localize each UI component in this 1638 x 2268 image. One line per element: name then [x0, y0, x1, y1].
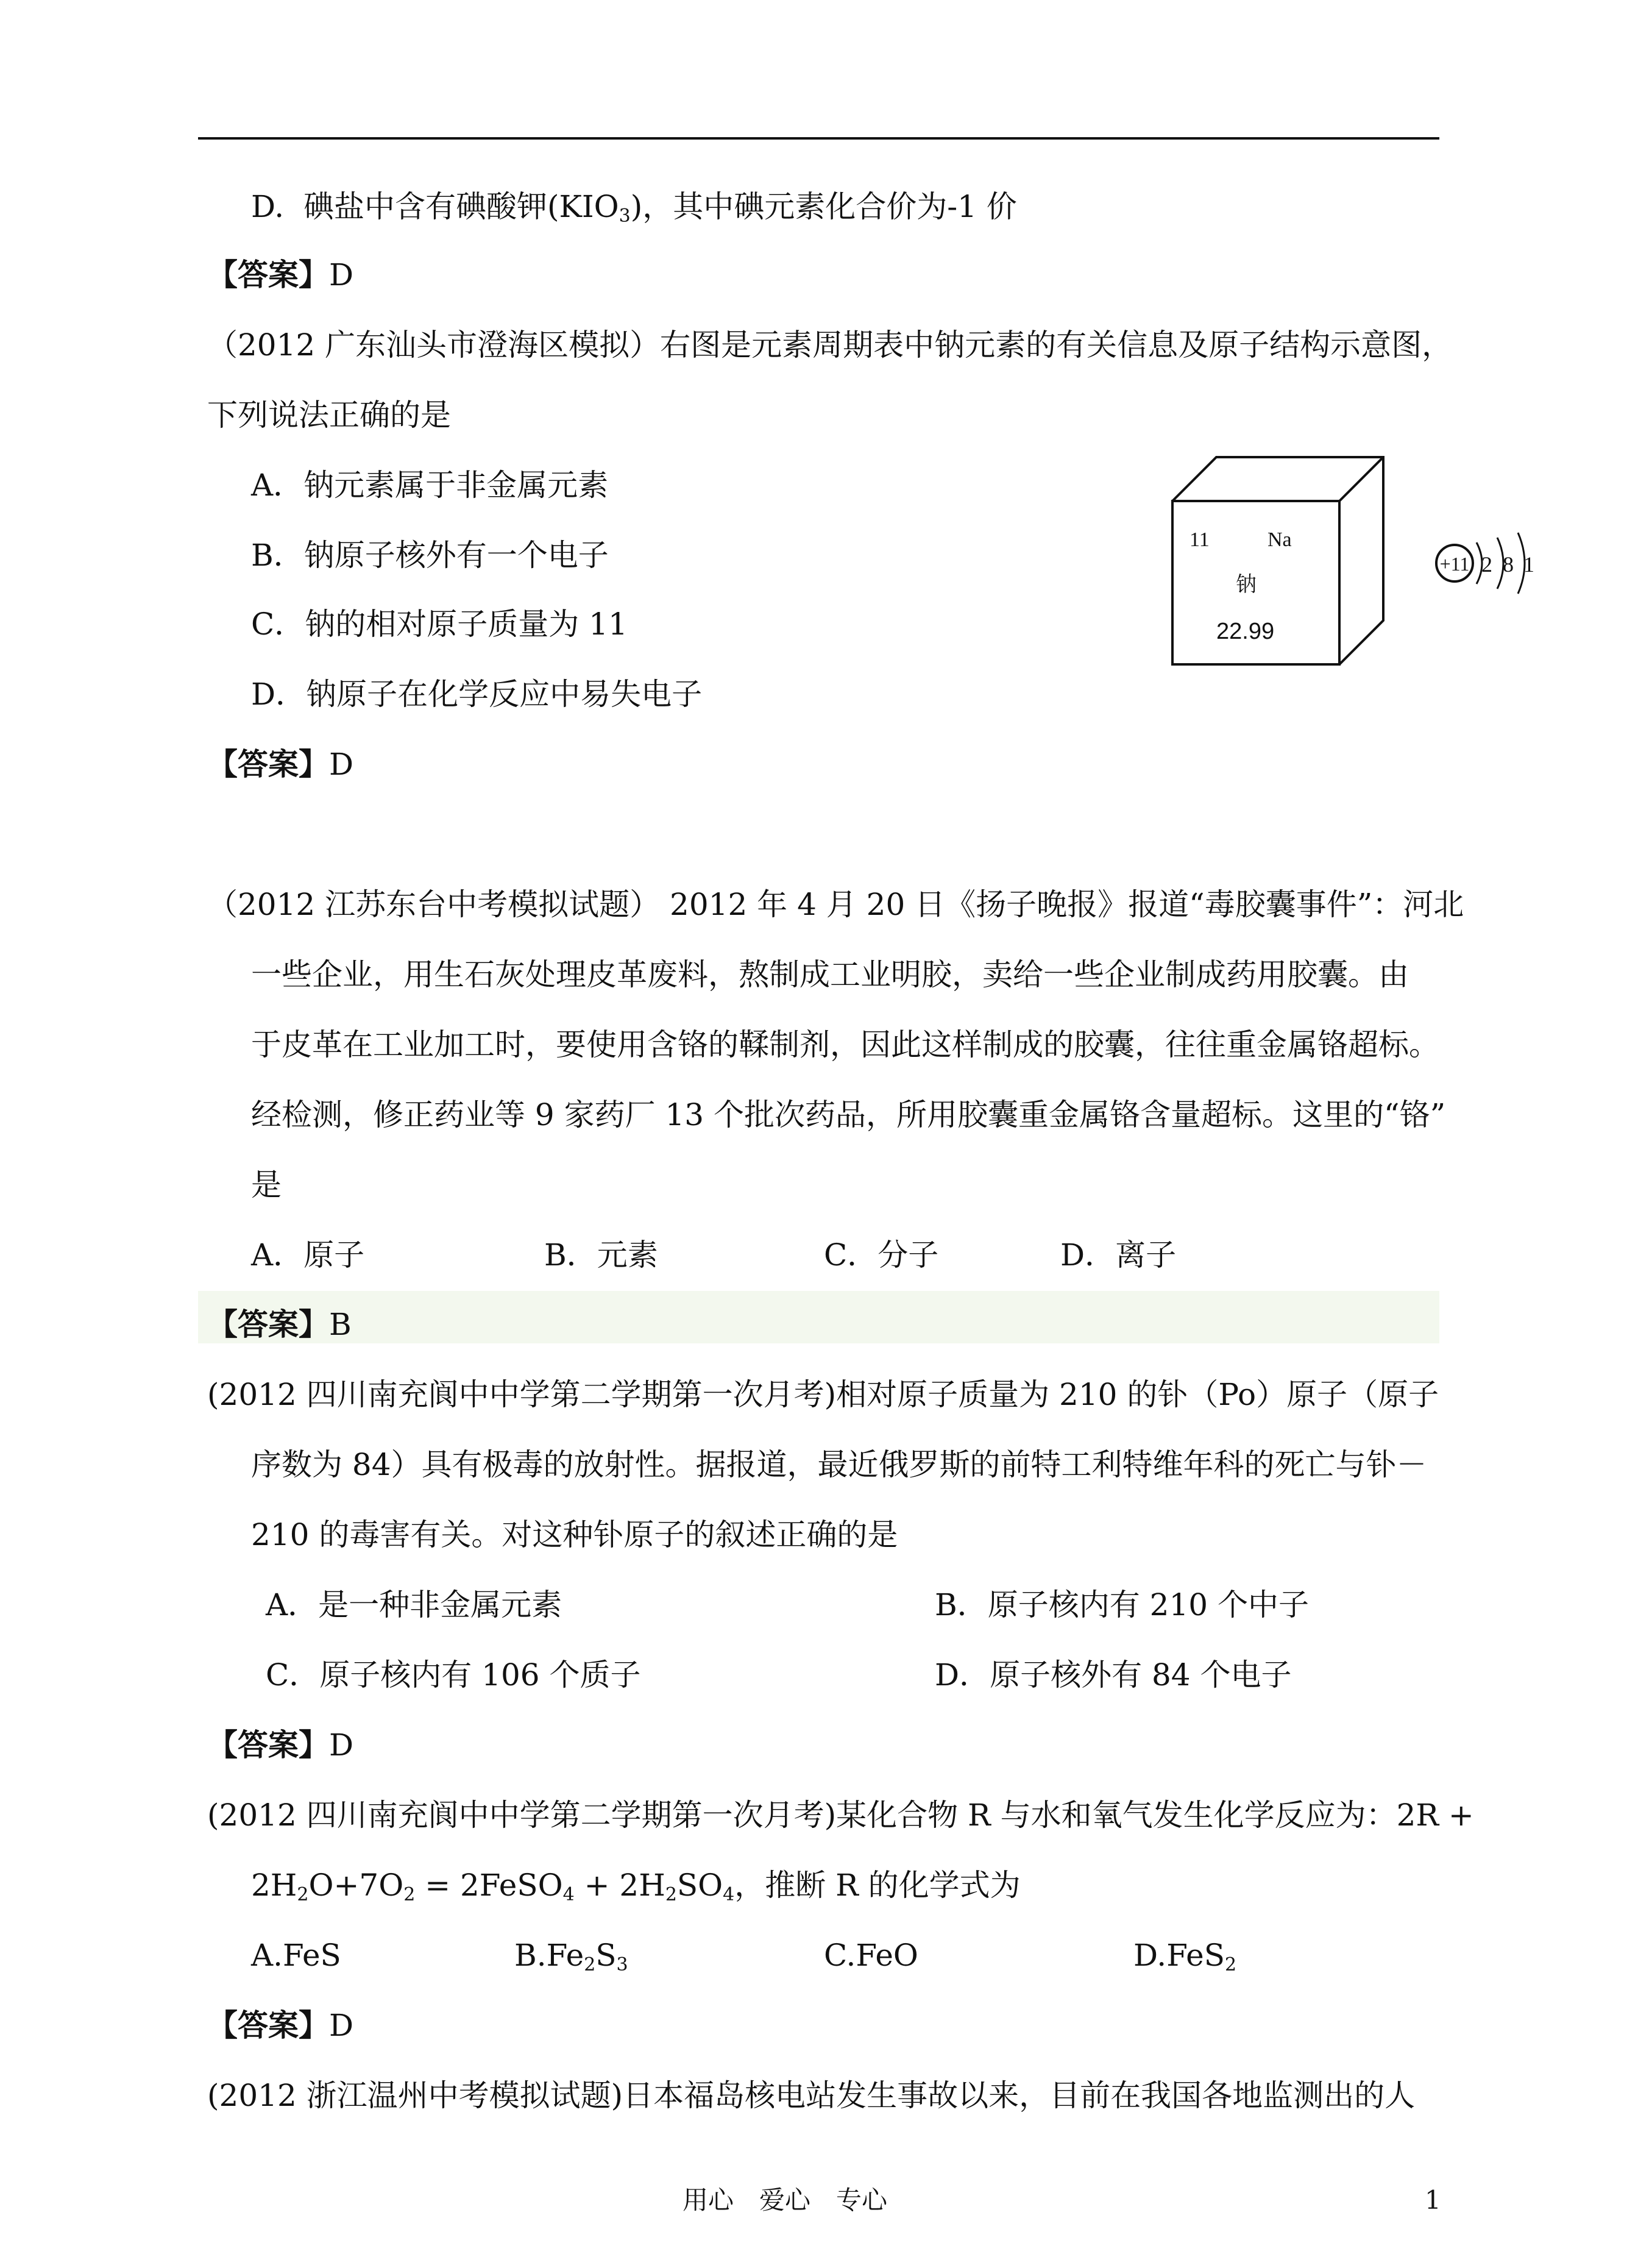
- eq-part: ，推断 R 的化学式为: [734, 1868, 1021, 1903]
- q4-option-c: C.FeO: [824, 1938, 918, 1973]
- q1-answer: [207, 744, 353, 784]
- q1-option-b: B．钠原子核外有一个电子: [251, 538, 609, 573]
- sodium-element-figure: [1158, 450, 1584, 669]
- q2-option-d: D．离子: [1060, 1237, 1177, 1273]
- nucleus-charge: +11: [1439, 553, 1470, 575]
- answer-label: 【答案】: [207, 1307, 329, 1342]
- eq-sub: 2: [665, 1884, 677, 1905]
- opt-part: B.Fe: [514, 1938, 584, 1973]
- answer-value: D: [329, 2008, 354, 2043]
- answer-label: 【答案】: [207, 747, 329, 782]
- q3-stem-line-1: (2012 四川南充阆中中学第二学期第一次月考)相对原子质量为 210 的钋（Po）原子（原子: [207, 1377, 1439, 1412]
- page-number: 1: [1425, 2185, 1441, 2215]
- q2-stem-line-4: 经检测，修正药业等 9 家药厂 13 个批次药品，所用胶囊重金属铬含量超标。这里的“铬”: [251, 1097, 1446, 1132]
- element-name: 钠: [1236, 572, 1257, 597]
- answer-label: 【答案】: [207, 2008, 329, 2043]
- q2-answer: [207, 1304, 352, 1345]
- q1-stem-line-1: （2012 广东汕头市澄海区模拟）右图是元素周期表中钠元素的有关信息及原子结构示意图，: [207, 327, 1453, 363]
- q3-stem-line-2: 序数为 84）具有极毒的放射性。据报道，最近俄罗斯的前特工利特维年科的死亡与钋－: [251, 1447, 1427, 1482]
- q1-option-c: C．钠的相对原子质量为 11: [251, 606, 628, 642]
- opt-sub: 2: [1225, 1954, 1237, 1975]
- q3-option-d: D．原子核外有 84 个电子: [935, 1657, 1292, 1693]
- answer-value: D: [329, 1727, 354, 1763]
- answer-value: B: [329, 1307, 352, 1342]
- eq-sub: 2: [403, 1884, 416, 1905]
- opt-part: D.FeS: [1133, 1938, 1225, 1973]
- q2-option-b: B．元素: [544, 1237, 658, 1273]
- q2-stem-line-2: 一些企业，用生石灰处理皮革废料，熬制成工业明胶，卖给一些企业制成药用胶囊。由: [251, 957, 1409, 992]
- atom-structure-diagram: [1436, 533, 1534, 594]
- atomic-mass: 22.99: [1216, 619, 1275, 644]
- answer-value: D: [329, 257, 354, 293]
- eq-part: O+7O: [308, 1868, 404, 1903]
- eq-part: = 2FeSO: [415, 1868, 563, 1903]
- answer-label: 【答案】: [207, 1727, 329, 1763]
- answer-highlight: [198, 1291, 1439, 1343]
- eq-sub: 4: [723, 1884, 735, 1905]
- q2-option-c: C．分子: [824, 1237, 939, 1273]
- answer-value: D: [329, 747, 354, 782]
- opt-sub: 2: [584, 1954, 596, 1975]
- header-rule: [198, 137, 1439, 140]
- q3-option-a: A．是一种非金属元素: [266, 1587, 562, 1623]
- q4-option-a: A.FeS: [251, 1938, 341, 1973]
- answer-label: 【答案】: [207, 257, 329, 293]
- q2-stem-line-5: 是: [251, 1167, 282, 1203]
- q3-option-c: C．原子核内有 106 个质子: [266, 1657, 641, 1693]
- opt-part: S: [595, 1938, 617, 1973]
- eq-part: SO: [676, 1868, 723, 1903]
- q4-option-b: [514, 1935, 628, 1975]
- q4-stem-line-1: (2012 四川南充阆中中学第二学期第一次月考)某化合物 R 与水和氧气发生化学反应为：2R +: [207, 1797, 1474, 1833]
- q3-option-b: B．原子核内有 210 个中子: [935, 1587, 1309, 1623]
- footer-motto: 用心 爱心 专心: [682, 2185, 888, 2215]
- q4-option-d: [1133, 1935, 1236, 1975]
- q3-answer: [207, 1725, 353, 1765]
- q1-stem-line-2: 下列说法正确的是: [207, 397, 451, 433]
- eq-part: 2H: [251, 1868, 297, 1903]
- q2-stem-line-3: 于皮革在工业加工时，要使用含铬的鞣制剂，因此这样制成的胶囊，往往重金属铬超标。: [251, 1027, 1439, 1062]
- shell-electrons-1: 2: [1481, 552, 1492, 577]
- eq-part: + 2H: [574, 1868, 665, 1903]
- q1-option-a: A．钠元素属于非金属元素: [251, 467, 609, 503]
- q2-option-a: A．原子: [251, 1237, 365, 1273]
- eq-sub: 4: [562, 1884, 575, 1905]
- element-symbol: Na: [1268, 528, 1292, 551]
- q4-equation-line: [251, 1865, 1021, 1905]
- q4-answer: [207, 2005, 353, 2046]
- shell-electrons-2: 8: [1503, 552, 1514, 577]
- q2-stem-line-1: （2012 江苏东台中考模拟试题） 2012 年 4 月 20 日《扬子晚报》报道“毒胶囊事件”：河北: [207, 887, 1464, 922]
- eq-sub: 2: [297, 1884, 309, 1905]
- q0-option-d: [251, 187, 1017, 227]
- q0-option-d-prefix: D.: [251, 189, 285, 224]
- q5-stem-line-1: (2012 浙江温州中考模拟试题)日本福岛核电站发生事故以来，目前在我国各地监测出的人: [207, 2078, 1416, 2113]
- opt-sub: 3: [616, 1954, 628, 1975]
- q0-answer: [207, 255, 353, 295]
- q1-option-d: D．钠原子在化学反应中易失电子: [251, 677, 703, 712]
- atomic-number: 11: [1190, 528, 1210, 551]
- q0-option-d-sub: 3: [619, 205, 631, 227]
- shell-electrons-3: 1: [1523, 552, 1534, 577]
- q0-option-d-text: 碘盐中含有碘酸钾(KIO: [303, 189, 619, 224]
- q0-option-d-text-end: )，其中碘元素化合价为-1 价: [630, 189, 1017, 224]
- q3-stem-line-3: 210 的毒害有关。对这种钋原子的叙述正确的是: [251, 1517, 898, 1552]
